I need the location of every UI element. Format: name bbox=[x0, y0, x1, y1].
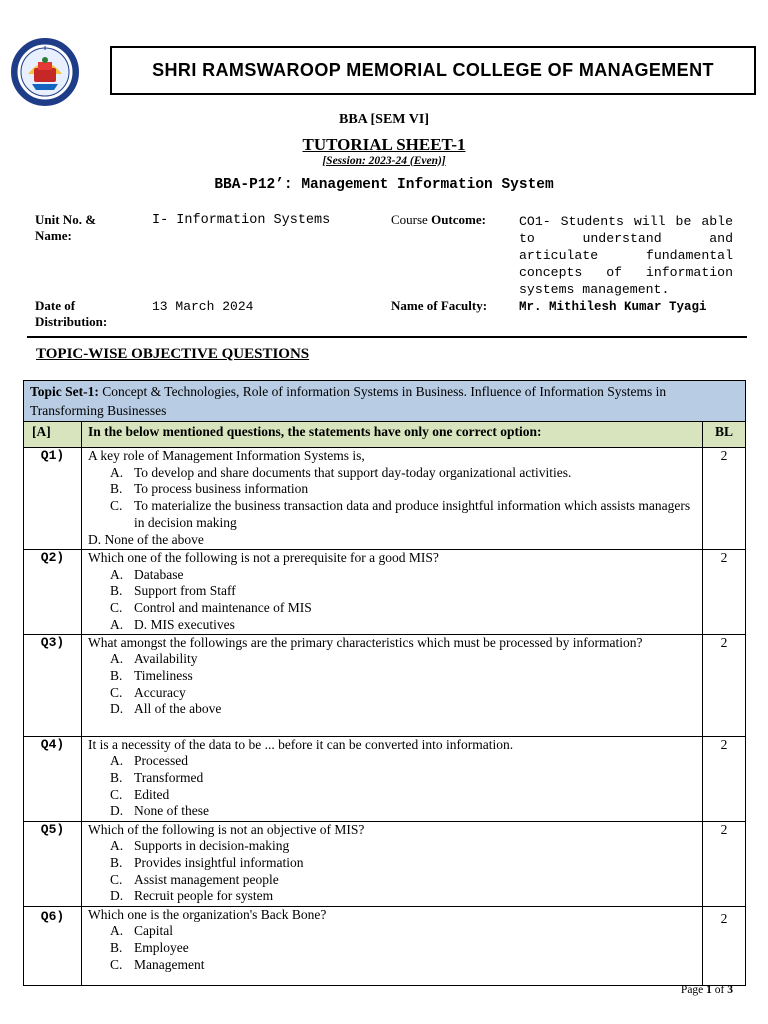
subject-title: BBA-P12’: Management Information System bbox=[214, 177, 554, 193]
question-text: What amongst the followings are the primary characteristics which must be processed by information? bbox=[88, 634, 643, 650]
option bbox=[88, 668, 696, 685]
session-text: [Session: 2023-24 (Even)] bbox=[322, 155, 446, 167]
topic-row bbox=[24, 381, 746, 422]
option-letter: C. bbox=[110, 600, 123, 616]
question-row bbox=[24, 448, 746, 550]
session-label bbox=[0, 155, 768, 167]
option bbox=[88, 465, 696, 482]
bloom-level: 2 bbox=[703, 634, 746, 736]
divider bbox=[27, 336, 747, 338]
bl-header: BL bbox=[703, 422, 746, 448]
option-text: To develop and share documents that support day-today organizational activities. bbox=[134, 464, 572, 480]
option-letter: B. bbox=[110, 583, 123, 599]
college-name: SHRI RAMSWAROOP MEMORIAL COLLEGE OF MANAGEMENT bbox=[152, 60, 714, 80]
question-body bbox=[82, 550, 703, 635]
option-text: Provides insightful information bbox=[134, 854, 304, 870]
option bbox=[88, 498, 696, 531]
option-letter: B. bbox=[110, 939, 123, 955]
page-of-word: of bbox=[711, 984, 728, 996]
date-value: 13 March 2024 bbox=[152, 299, 254, 314]
course-label: BBA [SEM VI] bbox=[339, 112, 429, 127]
option-letter: C. bbox=[110, 871, 123, 887]
option-text: Support from Staff bbox=[134, 583, 236, 599]
college-name-box bbox=[110, 46, 756, 95]
option-text: Edited bbox=[134, 786, 170, 802]
page-number bbox=[681, 984, 733, 996]
option-text: Processed bbox=[134, 753, 188, 769]
option-letter: B. bbox=[110, 769, 123, 785]
question-row bbox=[24, 736, 746, 821]
option bbox=[88, 923, 696, 940]
question-number: Q1) bbox=[24, 448, 82, 550]
option-letter: C. bbox=[110, 498, 123, 514]
option-letter: B. bbox=[110, 481, 123, 497]
option-text: Availability bbox=[134, 651, 198, 667]
option-text: To process business information bbox=[134, 481, 309, 497]
option-text: Management bbox=[134, 956, 205, 972]
option-letter: D. bbox=[110, 888, 124, 904]
sheet-title-text: TUTORIAL SHEET-1 bbox=[302, 135, 466, 154]
question-number: Q5) bbox=[24, 821, 82, 906]
option-extra: D. None of the above bbox=[88, 531, 204, 547]
question-text: Which one is the organization's Back Bone? bbox=[88, 906, 327, 922]
col-a-header: [A] bbox=[24, 422, 82, 448]
question-number: Q6) bbox=[24, 906, 82, 985]
option bbox=[88, 753, 696, 770]
page-current: 1 bbox=[706, 984, 712, 996]
question-body bbox=[82, 736, 703, 821]
page-word: Page bbox=[680, 984, 707, 996]
option-text: Recruit people for system bbox=[134, 888, 274, 904]
bloom-level: 2 bbox=[703, 448, 746, 550]
question-text: It is a necessity of the data to be ... before it can be converted into information. bbox=[88, 736, 514, 752]
instruction-row bbox=[24, 422, 746, 448]
question-number: Q3) bbox=[24, 634, 82, 736]
question-row bbox=[24, 634, 746, 736]
question-number: Q4) bbox=[24, 736, 82, 821]
option bbox=[88, 685, 696, 702]
bloom-level: 2 bbox=[703, 550, 746, 635]
topic-cell bbox=[24, 381, 746, 422]
option-text: Accuracy bbox=[134, 684, 186, 700]
option bbox=[88, 567, 696, 584]
faculty-value: Mr. Mithilesh Kumar Tyagi bbox=[519, 300, 707, 314]
option-letter: A. bbox=[110, 838, 124, 854]
option-letter: B. bbox=[110, 854, 123, 870]
option-letter: C. bbox=[110, 786, 123, 802]
option-letter: A. bbox=[110, 566, 124, 582]
option bbox=[88, 481, 696, 498]
question-row bbox=[24, 821, 746, 906]
option bbox=[88, 583, 696, 600]
option-text: Supports in decision-making bbox=[134, 838, 290, 854]
option bbox=[88, 803, 696, 820]
option-letter: D. bbox=[110, 701, 124, 717]
sheet-title bbox=[0, 135, 768, 155]
option-letter: A. bbox=[110, 464, 124, 480]
option-text: Transformed bbox=[134, 769, 204, 785]
option bbox=[88, 855, 696, 872]
course-outcome-prefix: Course bbox=[391, 212, 432, 227]
question-row bbox=[24, 550, 746, 635]
bloom-level: 2 bbox=[703, 906, 746, 985]
questions-table bbox=[23, 380, 746, 986]
bloom-level: 2 bbox=[703, 821, 746, 906]
topic-text: Concept & Technologies, Role of information Systems in Business. Influence of Information Systems in Transforming Businesses bbox=[30, 384, 667, 418]
question-text: A key role of Management Information Systems is, bbox=[88, 448, 365, 463]
option-text: D. MIS executives bbox=[134, 616, 235, 632]
option-text: To materialize the business transaction data and produce insightful information which assists managers in decision making bbox=[134, 498, 691, 530]
option bbox=[88, 770, 696, 787]
question-body bbox=[82, 821, 703, 906]
college-logo bbox=[8, 38, 82, 106]
date-label: Date of Distribution: bbox=[35, 298, 108, 329]
option bbox=[88, 701, 696, 718]
course-outcome-value: CO1- Students will be able to understand and articulate fundamental concepts of information systems management. bbox=[519, 214, 733, 297]
question-text: Which of the following is not an objective of MIS? bbox=[88, 821, 365, 837]
course-outcome-label bbox=[391, 212, 486, 228]
option-text: Database bbox=[134, 566, 184, 582]
question-body bbox=[82, 448, 703, 550]
option-letter: A. bbox=[110, 923, 124, 939]
option-text: Employee bbox=[134, 939, 189, 955]
option-text: Control and maintenance of MIS bbox=[134, 600, 312, 616]
section-heading: TOPIC-WISE OBJECTIVE QUESTIONS bbox=[36, 346, 310, 362]
option bbox=[88, 888, 696, 905]
question-number: Q2) bbox=[24, 550, 82, 635]
faculty-label: Name of Faculty: bbox=[391, 298, 488, 313]
instruction-text: In the below mentioned questions, the statements have only one correct option: bbox=[82, 422, 703, 448]
option-text: Capital bbox=[134, 923, 173, 939]
question-body bbox=[82, 634, 703, 736]
option bbox=[88, 600, 696, 617]
option-letter: A. bbox=[110, 616, 124, 632]
option bbox=[88, 957, 696, 974]
option-letter: B. bbox=[110, 667, 123, 683]
question-row bbox=[24, 906, 746, 985]
option-letter: D. bbox=[110, 803, 124, 819]
option-text: Timeliness bbox=[134, 667, 193, 683]
option-text: All of the above bbox=[134, 701, 222, 717]
option bbox=[88, 940, 696, 957]
option bbox=[88, 651, 696, 668]
unit-value: I- Information Systems bbox=[152, 213, 331, 228]
option-letter: A. bbox=[110, 651, 124, 667]
course-outcome-bold: Outcome: bbox=[431, 212, 486, 227]
option-text: None of these bbox=[134, 803, 209, 819]
option-text: Assist management people bbox=[134, 871, 279, 887]
bloom-level: 2 bbox=[703, 736, 746, 821]
unit-label: Unit No. & Name: bbox=[35, 212, 97, 243]
option-letter: A. bbox=[110, 753, 124, 769]
option bbox=[88, 838, 696, 855]
option bbox=[88, 617, 696, 634]
topic-bold: Topic Set-1: bbox=[30, 384, 99, 399]
option bbox=[88, 872, 696, 889]
option-letter: C. bbox=[110, 684, 123, 700]
option-letter: C. bbox=[110, 956, 123, 972]
option bbox=[88, 787, 696, 804]
page-total: 3 bbox=[727, 984, 733, 996]
question-body bbox=[82, 906, 703, 985]
question-text: Which one of the following is not a prerequisite for a good MIS? bbox=[88, 550, 439, 565]
